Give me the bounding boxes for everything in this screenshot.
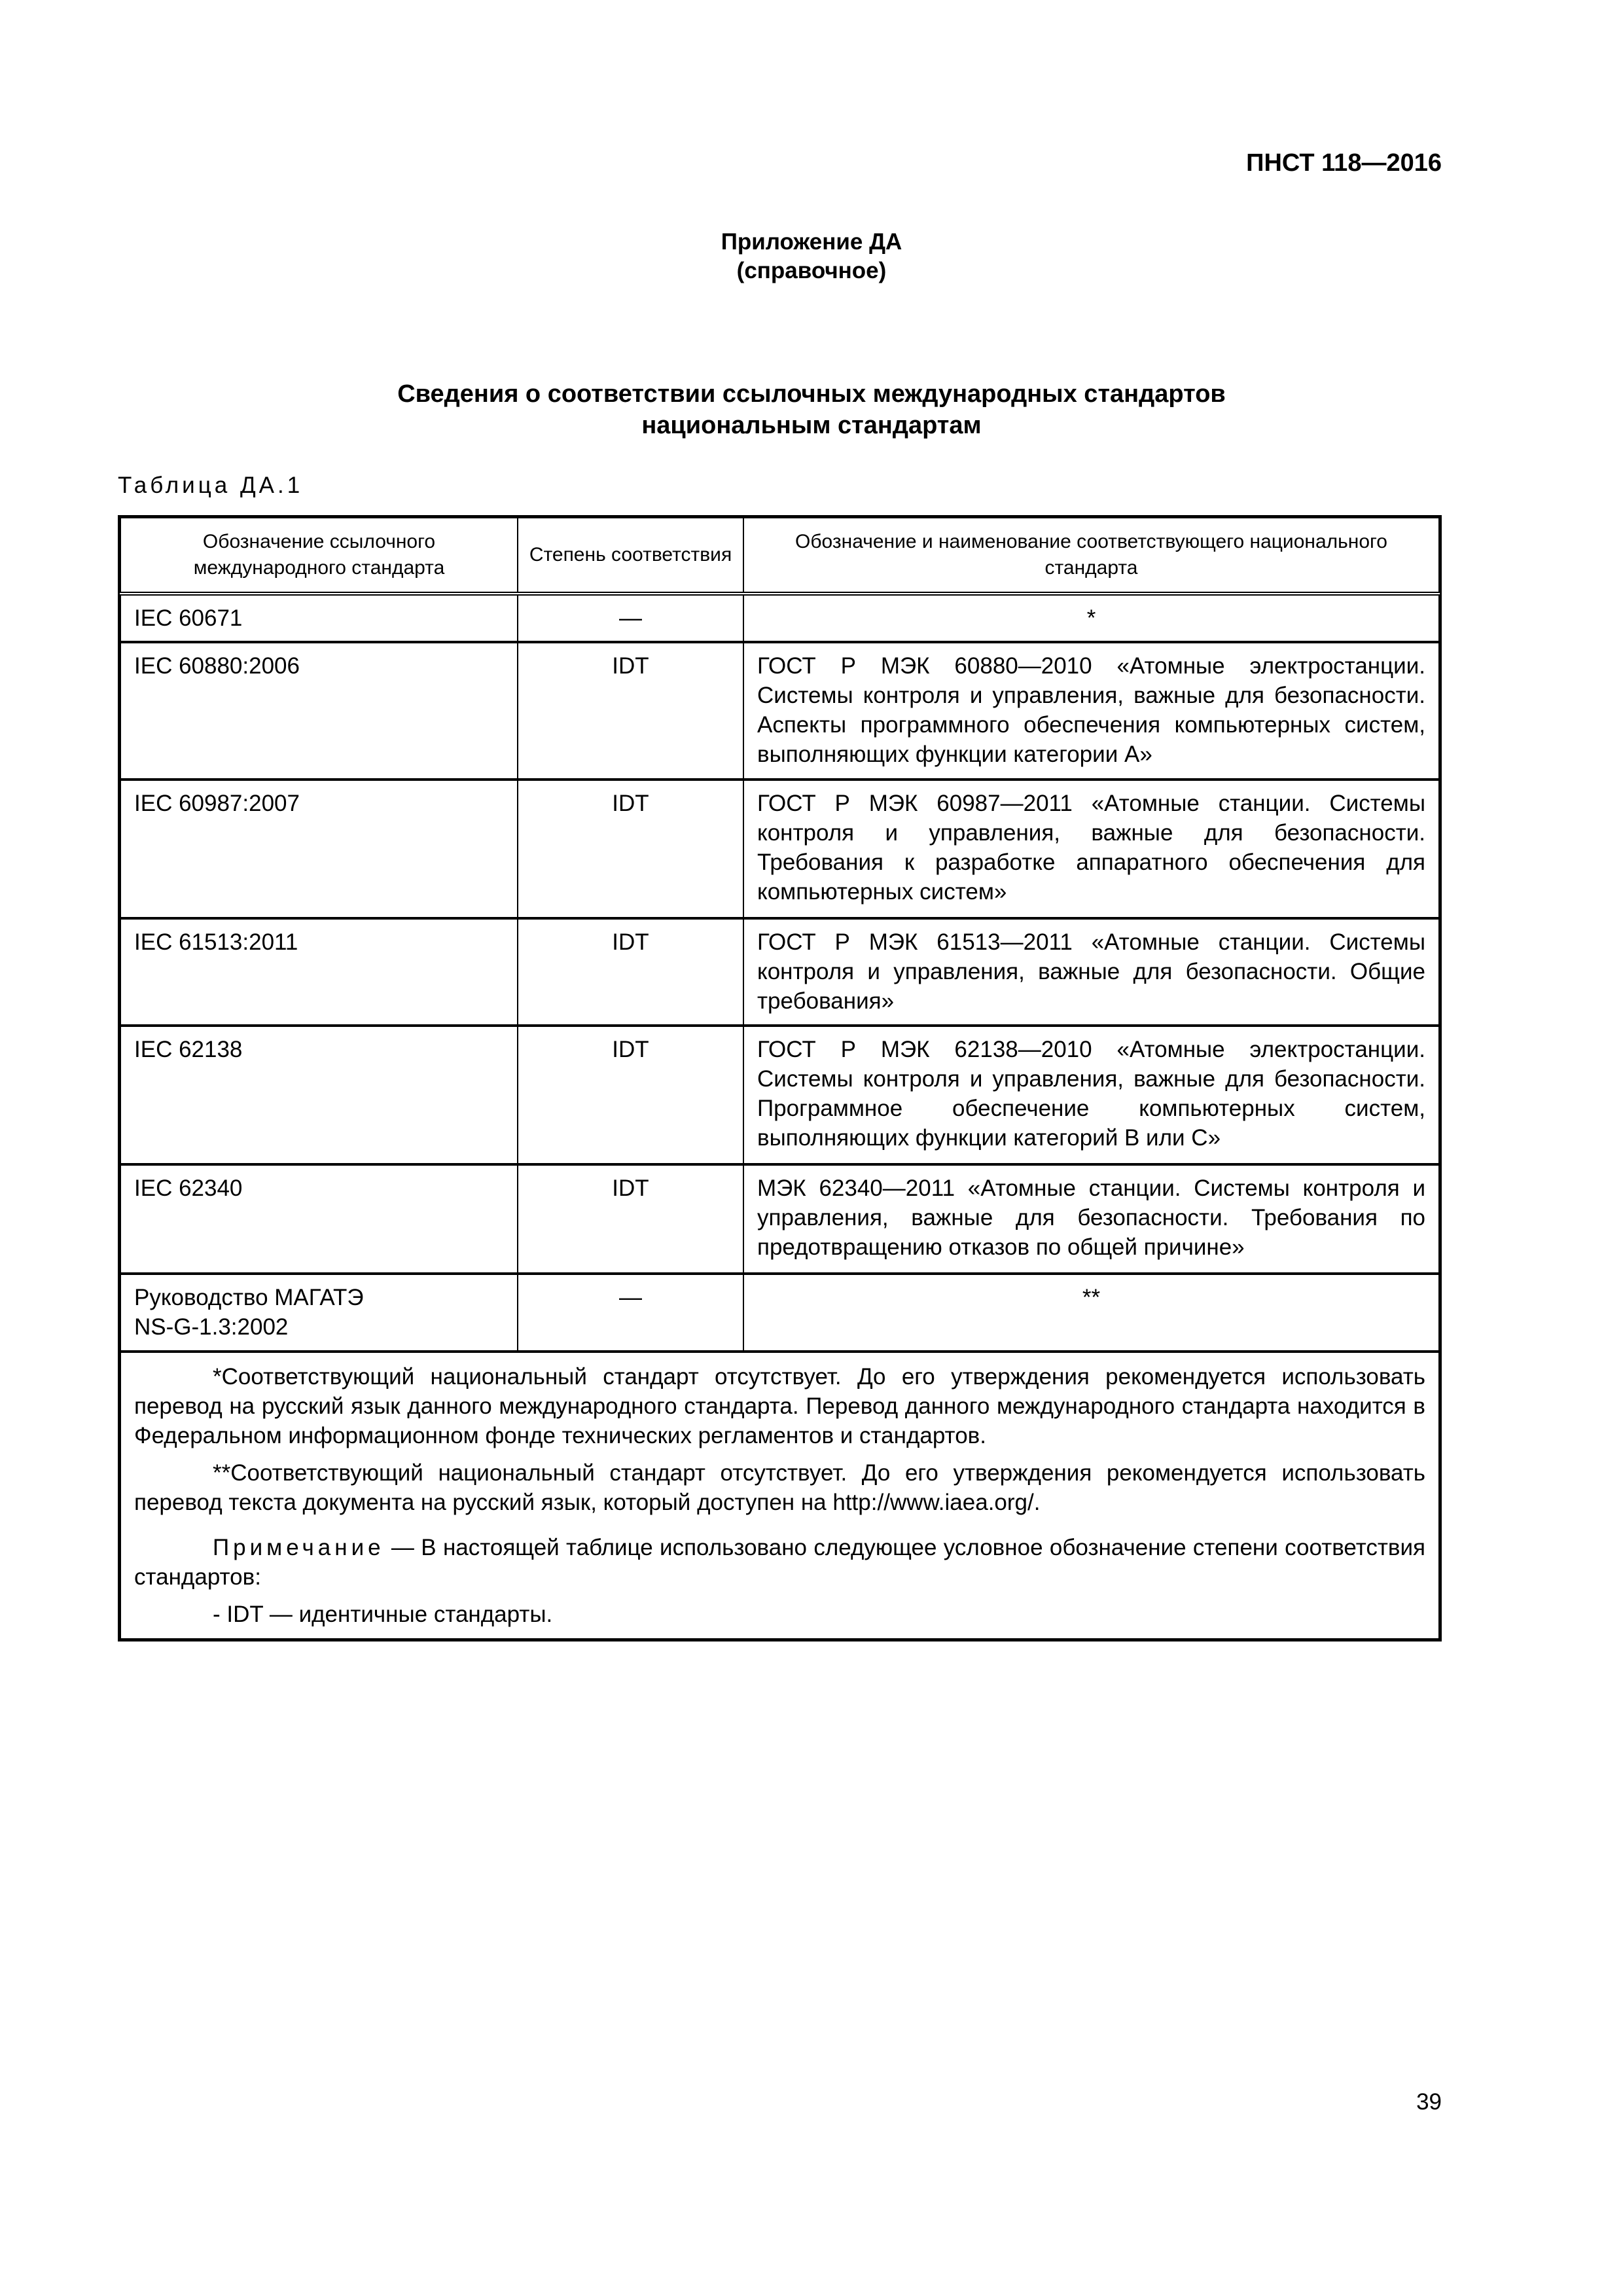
document-id: ПНСТ 118—2016	[1246, 149, 1442, 177]
footnote-2: **Соответствующий национальный стандарт отсутствует. До его утверждения рекомендуется использовать перевод текста документа на русский язык, который доступен на http://www.iaea.org/.	[134, 1460, 1425, 1515]
degree-cell: IDT	[518, 918, 743, 1026]
appendix-subtitle: (справочное)	[736, 258, 887, 283]
remark-text: — В настоящей таблице использовано следующее условное обозначение степени соответствия стандартов:	[134, 1535, 1425, 1590]
intl-standard-cell: IEC 60671	[120, 594, 518, 642]
degree-cell: IDT	[518, 1164, 743, 1274]
intl-standard-cell: IEC 62340	[120, 1164, 518, 1274]
remark-label: Примечание	[213, 1535, 385, 1560]
national-standard-cell: ГОСТ Р МЭК 60880—2010 «Атомные электростанции. Системы контроля и управления, важные для безопасности. Аспекты программного обеспечения компьютерных систем, выполняющих функции категории А»	[743, 642, 1439, 780]
header-intl-standard: Обозначение ссылочного международного стандарта	[120, 518, 518, 594]
appendix-title: Приложение ДА	[721, 229, 902, 255]
national-standard-cell: ГОСТ Р МЭК 62138—2010 «Атомные электростанции. Системы контроля и управления, важные для безопасности. Программное обеспечение компьютерных систем, выполняющих функции категорий В или С»	[743, 1026, 1439, 1164]
intl-standard-cell	[120, 1274, 518, 1352]
intl-standard-line1: Руководство МАГАТЭ	[134, 1285, 364, 1310]
degree-cell: —	[518, 1274, 743, 1352]
degree-cell: —	[518, 594, 743, 642]
footnote-1: *Соответствующий национальный стандарт отсутствует. До его утверждения рекомендуется использовать перевод на русский язык данного международного стандарта. Перевод данного международного стандарта находится в Федеральном информационном фонде технических регламентов и стандартов.	[134, 1364, 1425, 1448]
table-notes-row	[120, 1352, 1439, 1639]
table-row	[120, 1026, 1439, 1164]
correspondence-table	[118, 515, 1442, 1641]
national-standard-cell: МЭК 62340—2011 «Атомные станции. Системы контроля и управления, важные для безопасности. Требования по предотвращению отказов по общей причине»	[743, 1164, 1439, 1274]
table-row	[120, 642, 1439, 780]
table-label: Таблица ДА.1	[118, 473, 304, 498]
intl-standard-cell: IEC 60880:2006	[120, 642, 518, 780]
degree-cell: IDT	[518, 1026, 743, 1164]
degree-cell: IDT	[518, 642, 743, 780]
table-header-row	[120, 518, 1439, 594]
degree-cell: IDT	[518, 780, 743, 918]
table-row	[120, 1164, 1439, 1274]
intl-standard-cell: IEC 60987:2007	[120, 780, 518, 918]
remark-item: - IDT — идентичные стандарты.	[213, 1602, 553, 1627]
table-row	[120, 1274, 1439, 1352]
table-row	[120, 594, 1439, 642]
national-standard-cell: *	[743, 594, 1439, 642]
intl-standard-cell: IEC 62138	[120, 1026, 518, 1164]
section-title-line1: Сведения о соответствии ссылочных международных стандартов	[397, 380, 1226, 408]
remark	[134, 1533, 1425, 1592]
intl-standard-cell: IEC 61513:2011	[120, 918, 518, 1026]
appendix-heading	[0, 228, 1623, 285]
national-standard-cell: ГОСТ Р МЭК 61513—2011 «Атомные станции. Системы контроля и управления, важные для безопасности. Общие требования»	[743, 918, 1439, 1026]
section-title	[0, 378, 1623, 441]
header-national-standard: Обозначение и наименование соответствующего национального стандарта	[743, 518, 1439, 594]
table-notes	[120, 1352, 1439, 1639]
table-row	[120, 918, 1439, 1026]
table-row	[120, 780, 1439, 918]
section-title-line2: национальным стандартам	[641, 412, 982, 439]
national-standard-cell: ГОСТ Р МЭК 60987—2011 «Атомные станции. Системы контроля и управления, важные для безопасности. Требования к разработке аппаратного обеспечения для компьютерных систем»	[743, 780, 1439, 918]
national-standard-cell: **	[743, 1274, 1439, 1352]
page-number: 39	[1416, 2089, 1442, 2115]
header-degree: Степень соответствия	[518, 518, 743, 594]
intl-standard-line2: NS-G-1.3:2002	[134, 1314, 289, 1340]
